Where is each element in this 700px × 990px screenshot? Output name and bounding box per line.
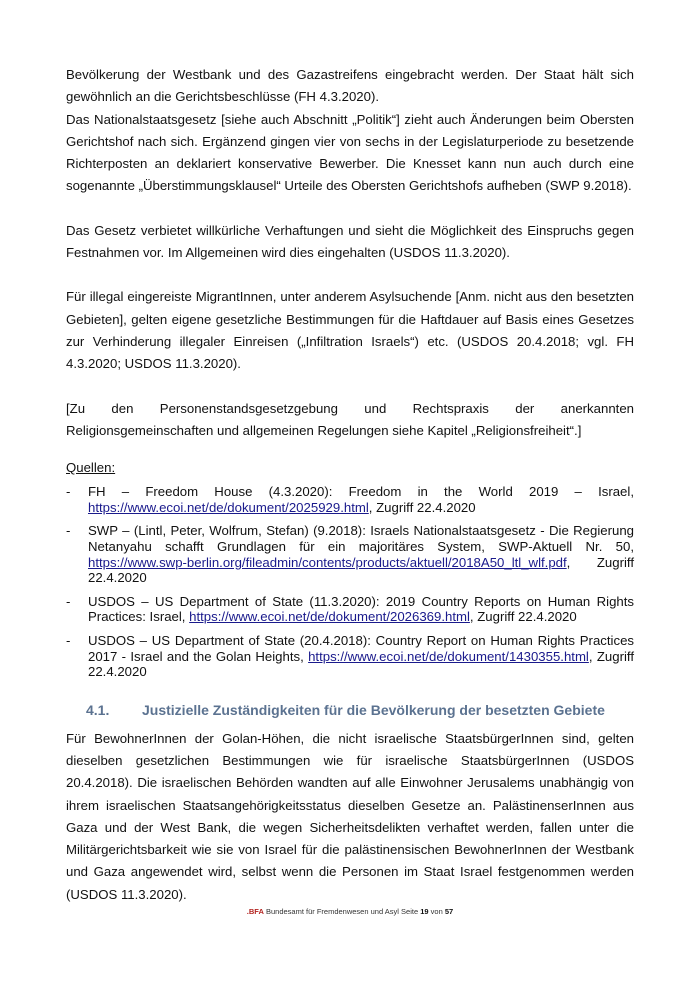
paragraph-1: Bevölkerung der Westbank und des Gazastreifens eingebracht werden. Der Staat hält sich gewöhnlich an die Gerichtsbeschlüsse (FH 4.3.2020).: [66, 67, 634, 105]
paragraph-3: Das Gesetz verbietet willkürliche Verhaftungen und sieht die Möglichkeit des Einspruchs gegen Festnahmen vor. Im Allgemeinen wird dies eingehalten (USDOS 11.3.2020).: [66, 222, 634, 261]
page-number: 19: [420, 907, 429, 916]
section-title: Justizielle Zuständigkeiten für die Bevölkerung der besetzten Gebiete: [142, 701, 605, 718]
bfa-logo: .BFA: [246, 907, 264, 916]
document-page: [66, 64, 634, 906]
section-heading: [86, 702, 634, 718]
paragraph-5: [Zu den Personenstandsgesetzgebung und Rechtspraxis der anerkannten Religionsgemeinschaften und allgemeinen Regelungen siehe Kapitel „Religionsfreiheit“.]: [66, 400, 634, 438]
bullet-dash: -: [66, 523, 71, 539]
bullet-dash: -: [66, 484, 71, 500]
source-item: - USDOS – US Department of State (20.4.2018): Country Report on Human Rights Practices 2017 - Israel and the Golan Heights, https://www.ecoi.net/de/dokument/1430355.html, Zugriff 22.4.2020: [66, 632, 634, 680]
section-body: Für BewohnerInnen der Golan-Höhen, die nicht israelische StaatsbürgerInnen sind, gelten dieselben gesetzlichen Bestimmungen wie für israelische StaatsbürgerInnen (USDOS 20.4.2018). Die israelischen Behörden wandten auf alle Einwohner Jerusalems unabhängig von ihrem israelischen Staatsangehörigkeitsstatus dieselben Gesetze an. PalästinenserInnen aus Gaza und der West Bank, die wegen Sicherheitsdelikten verhaftet werden, fallen unter die Militärgerichtsbarkeit wie sie von Israel für die palästinensischen BewohnerInnen der Westbank und Gaza angewendet wird, selbst wenn die Personen im Staat Israel festgenommen werden (USDOS 11.3.2020).: [66, 730, 634, 902]
paragraph-2: Das Nationalstaatsgesetz [siehe auch Abschnitt „Politik“] zieht auch Änderungen beim Obersten Gerichtshof nach sich. Ergänzend gingen vier von sechs in der Legislaturperiode zu besetzende Richterposten an deklariert konservative Bewerber. Die Knesset kann nun auch durch eine sogenannte „Überstimmungsklausel“ Urteile des Obersten Gerichtshofs aufheben (SWP 9.2018).: [66, 111, 634, 194]
source-item: - FH – Freedom House (4.3.2020): Freedom in the World 2019 – Israel, https://www.ecoi.net/de/dokument/2025929.html, Zugriff 22.4.2020: [66, 484, 634, 515]
bullet-dash: -: [66, 632, 71, 648]
sources-heading: Quellen:: [66, 460, 116, 476]
source-link[interactable]: https://www.ecoi.net/de/dokument/2025929.html: [88, 499, 369, 515]
source-link[interactable]: https://www.swp-berlin.org/fileadmin/contents/products/aktuell/2018A50_ltl_wlf.pdf: [88, 554, 567, 570]
paragraph-4: Für illegal eingereiste MigrantInnen, unter anderem Asylsuchende [Anm. nicht aus den besetzten Gebieten], gelten eigene gesetzliche Bestimmungen für die Haftdauer auf Basis eines Gesetzes zur Verhinderung illegaler Einreisen („Infiltration Israels“) etc. (USDOS 20.4.2018; vgl. FH 4.3.2020; USDOS 11.3.2020).: [66, 289, 634, 372]
source-link[interactable]: https://www.ecoi.net/de/dokument/1430355.html: [308, 648, 589, 664]
bullet-dash: -: [66, 593, 71, 609]
source-link[interactable]: https://www.ecoi.net/de/dokument/2026369.html: [189, 609, 470, 625]
section-number: 4.1.: [86, 701, 110, 718]
page-footer: .BFA Bundesamt für Fremdenwesen und Asyl Seite 19 von 57: [246, 907, 454, 916]
source-item: - SWP – (Lintl, Peter, Wolfrum, Stefan) (9.2018): Israels Nationalstaatsgesetz - Die Regierung Netanyahu schafft Grundlagen für ein majoritäres System, SWP-Aktuell Nr. 50, https://www.swp-berlin.org/fileadmin/contents/products/aktuell/2018A50_ltl_wlf.pdf, Zugriff 22.4.2020: [66, 523, 634, 586]
source-item: - USDOS – US Department of State (11.3.2020): 2019 Country Reports on Human Rights Practices: Israel, https://www.ecoi.net/de/dokument/2026369.html, Zugriff 22.4.2020: [66, 593, 634, 625]
sources-list: [66, 484, 634, 680]
page-total: 57: [444, 907, 454, 916]
